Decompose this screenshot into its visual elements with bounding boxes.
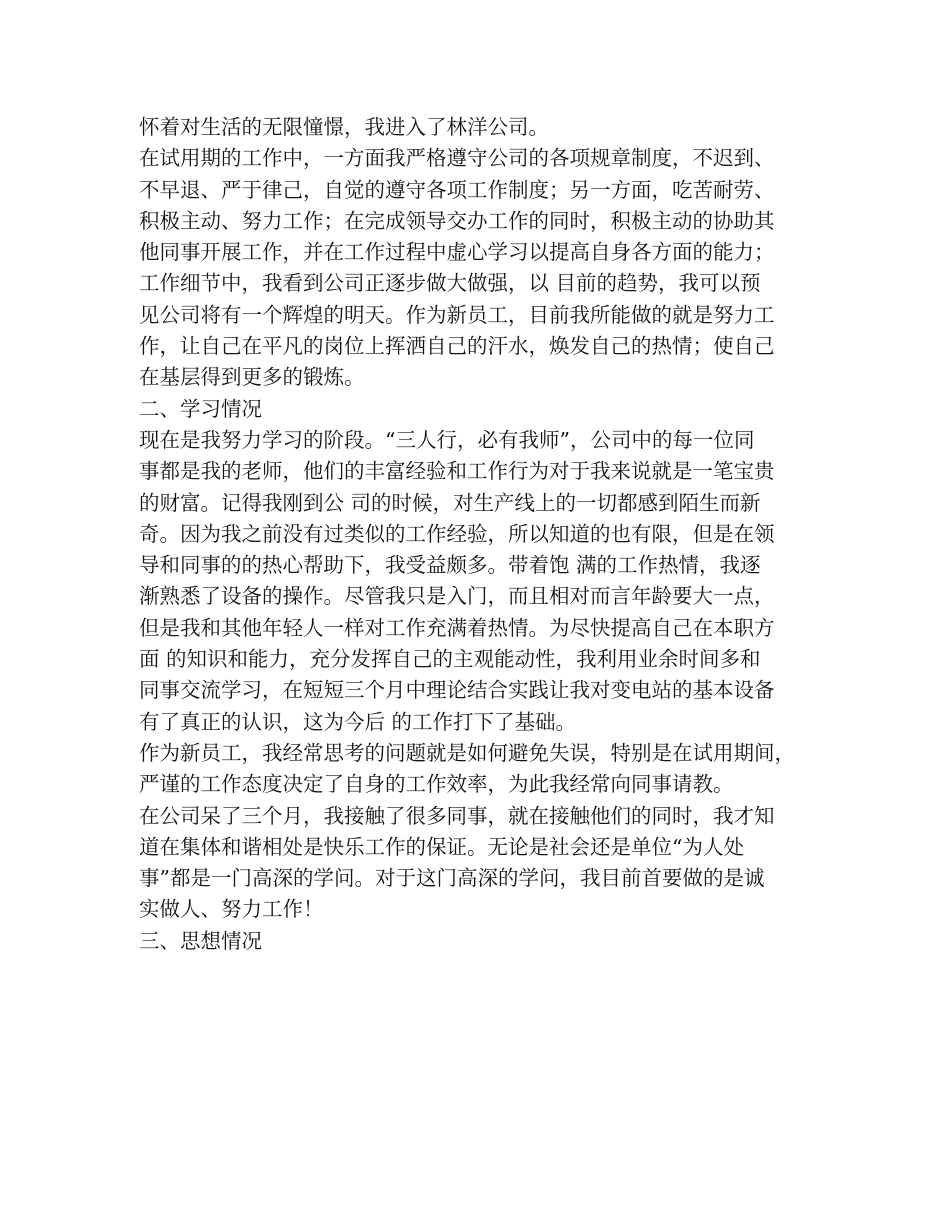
text-line: 在公司呆了三个月，我接触了很多同事，就在接触他们的同时，我才知	[139, 803, 775, 828]
text-line: 导和同事的的热心帮助下，我受益颇多。带着饱 满的工作热情，我逐	[139, 553, 761, 578]
text-line: 严谨的工作态度决定了自身的工作效率，为此我经常向同事请教。	[139, 772, 734, 797]
section-heading-thought: 三、思想情况	[139, 928, 262, 953]
text-line: 实做人、努力工作！	[139, 897, 324, 922]
text-line: 有了真正的认识，这为今后 的工作打下了基础。	[139, 709, 577, 734]
text-line: 在基层得到更多的锻炼。	[139, 365, 365, 390]
text-line: 面 的知识和能力，充分发挥自己的主观能动性，我利用业余时间多和	[139, 647, 761, 672]
text-line: 不早退、严于律己，自觉的遵守各项工作制度；另一方面，吃苦耐劳、	[139, 177, 775, 202]
text-line: 作，让自己在平凡的岗位上挥洒自己的汗水，焕发自己的热情；使自己	[139, 334, 775, 359]
text-line: 工作细节中，我看到公司正逐步做大做强，以 目前的趋势，我可以预	[139, 271, 761, 296]
text-line: 作为新员工，我经常思考的问题就是如何避免失误，特别是在试用期间，	[139, 740, 795, 765]
text-line: 事都是我的老师，他们的丰富经验和工作行为对于我来说就是一笔宝贵	[139, 459, 775, 484]
document-body	[139, 112, 824, 957]
text-line: 渐熟悉了设备的操作。尽管我只是入门，而且相对而言年龄要大一点，	[139, 584, 775, 609]
text-line: 事”都是一门高深的学问。对于这门高深的学问，我目前首要做的是诚	[139, 866, 765, 891]
text-line: 奇。因为我之前没有过类似的工作经验，所以知道的也有限，但是在领	[139, 521, 775, 546]
text-line: 积极主动、努力工作；在完成领导交办工作的同时，积极主动的协助其	[139, 208, 775, 233]
text-line: 现在是我努力学习的阶段。“三人行，必有我师”，公司中的每一位同	[139, 427, 755, 452]
text-line: 见公司将有一个辉煌的明天。作为新员工，目前我所能做的就是努力工	[139, 302, 775, 327]
text-line: 怀着对生活的无限憧憬，我进入了林洋公司。	[139, 115, 549, 139]
text-line: 他同事开展工作，并在工作过程中虚心学习以提高自身各方面的能力；	[139, 240, 775, 265]
text-line: 道在集体和谐相处是快乐工作的保证。无论是社会还是单位“为人处	[139, 834, 744, 859]
text-line: 但是我和其他年轻人一样对工作充满着热情。为尽快提高自己在本职方	[139, 615, 775, 640]
text-line: 同事交流学习，在短短三个月中理论结合实践让我对变电站的基本设备	[139, 678, 775, 703]
text-line: 的财富。记得我刚到公 司的时候，对生产线上的一切都感到陌生而新	[139, 490, 761, 515]
section-heading-study: 二、学习情况	[139, 396, 262, 421]
text-line: 在试用期的工作中，一方面我严格遵守公司的各项规章制度，不迟到、	[139, 146, 775, 171]
